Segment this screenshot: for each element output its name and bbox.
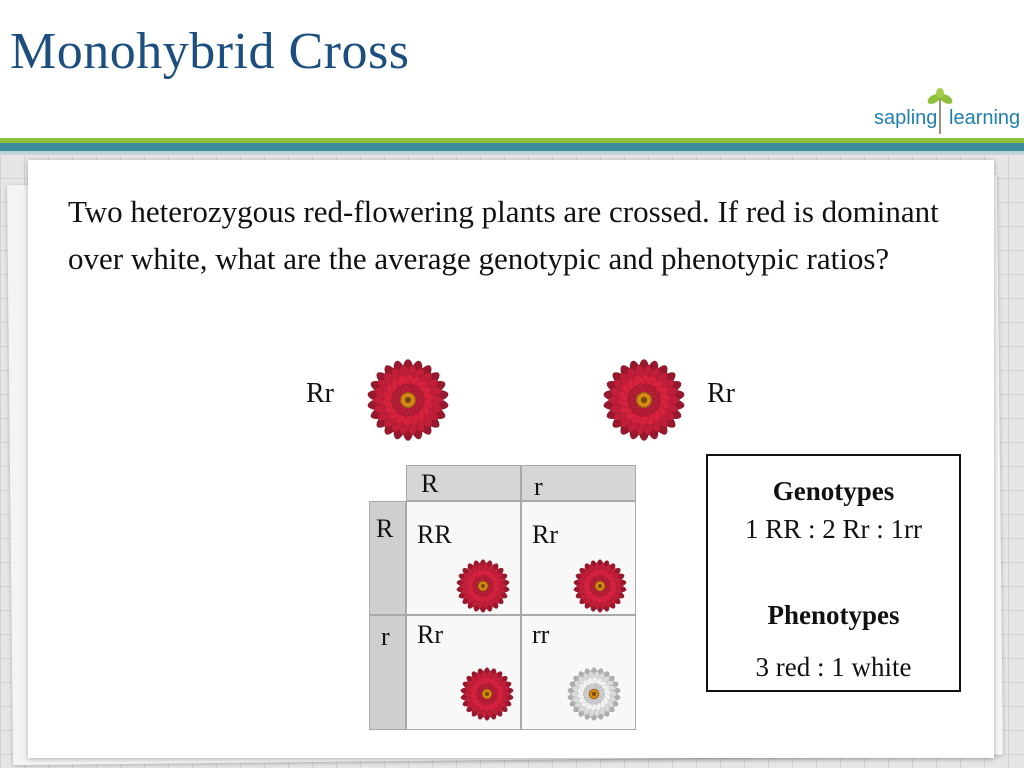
red-flower-icon xyxy=(457,664,517,724)
parent-left-genotype: Rr xyxy=(306,378,334,409)
phenotypes-heading: Phenotypes xyxy=(767,600,900,630)
allele-header-side-2 xyxy=(369,615,406,730)
flower-center-dot xyxy=(592,692,596,696)
offspring-genotype: RR xyxy=(417,520,452,549)
genotypes-heading: Genotypes xyxy=(772,476,895,506)
red-flower-icon xyxy=(360,354,456,446)
sapling-learning-logo xyxy=(872,88,1020,134)
punnett-cell xyxy=(406,501,521,615)
phenotypes-ratio: 3 red : 1 white xyxy=(755,652,912,682)
red-flower-icon xyxy=(596,354,692,446)
punnett-square xyxy=(369,465,636,730)
punnett-cell xyxy=(406,615,521,730)
white-flower-icon xyxy=(564,664,624,724)
genotypes-ratio: 1 RR : 2 Rr : 1rr xyxy=(744,514,922,544)
allele-header-top-2 xyxy=(521,465,636,501)
flower-center-dot xyxy=(405,397,411,403)
flower-center-dot xyxy=(485,692,489,696)
flower-center-dot xyxy=(641,397,647,403)
red-flower-icon xyxy=(453,556,513,616)
punnett-cell xyxy=(521,615,636,730)
allele-label: r xyxy=(534,472,543,501)
logo-word-learning: learning xyxy=(949,107,1021,129)
flower-center-dot xyxy=(481,584,485,588)
offspring-genotype: rr xyxy=(532,620,550,649)
punnett-cell xyxy=(521,501,636,615)
parent-right-genotype: Rr xyxy=(707,378,735,409)
allele-label: R xyxy=(376,514,394,543)
allele-label: R xyxy=(421,469,439,498)
allele-header-side-1 xyxy=(369,501,406,615)
logo-word-sapling: sapling xyxy=(874,107,938,129)
question-text: Two heterozygous red-flowering plants are crossed. If red is dominant over white, what are the average genotypic and phenotypic ratios? xyxy=(68,194,939,276)
header-stripe-teal xyxy=(0,143,1024,151)
allele-label: r xyxy=(381,622,390,651)
slide-title: Monohybrid Cross xyxy=(10,23,410,80)
answer-box xyxy=(706,454,961,692)
allele-header-top-1 xyxy=(406,465,521,501)
offspring-genotype: Rr xyxy=(532,520,558,549)
flower-center-dot xyxy=(598,584,602,588)
offspring-genotype: Rr xyxy=(417,620,443,649)
red-flower-icon xyxy=(570,556,630,616)
